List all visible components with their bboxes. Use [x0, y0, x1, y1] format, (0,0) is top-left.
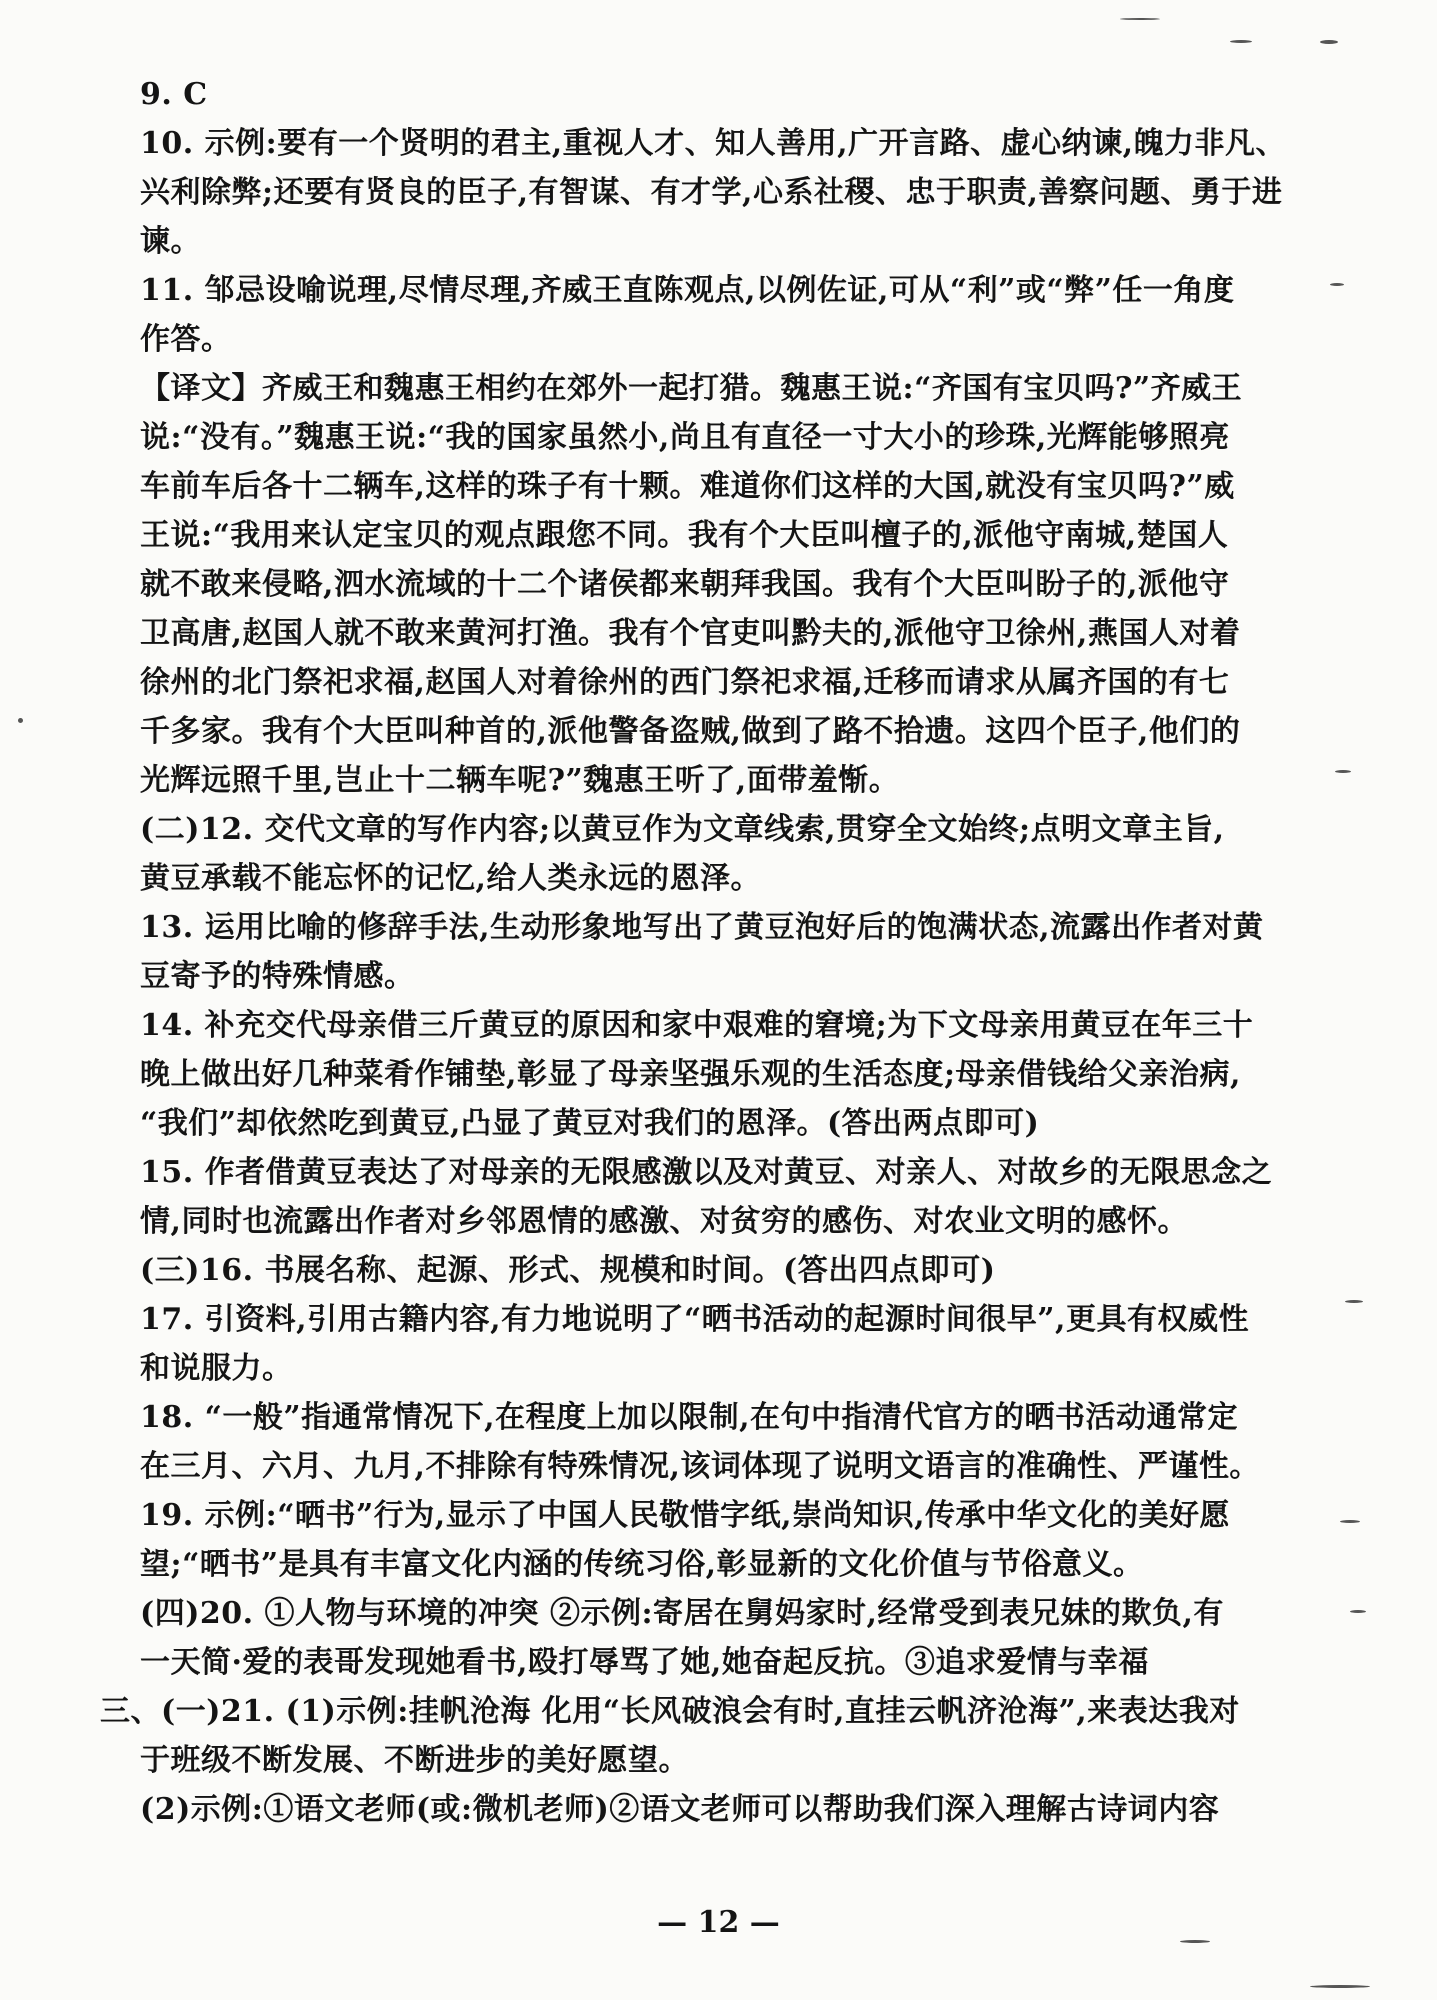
text-line: (2)示例:①语文老师(或:微机老师)②语文老师可以帮助我们深入理解古诗词内容: [140, 1792, 1220, 1827]
text-line: 和说服力。: [140, 1351, 293, 1386]
text-line: 【译文】齐威王和魏惠王相约在郊外一起打猎。魏惠王说:“齐国有宝贝吗?”齐威王: [140, 371, 1243, 406]
page-number: — 12 —: [657, 1905, 780, 1940]
text-line: 10. 示例:要有一个贤明的君主,重视人才、知人善用,广开言路、虚心纳谏,魄力非凡、: [140, 126, 1287, 161]
text-line: 就不敢来侵略,泗水流域的十二个诸侯都来朝拜我国。我有个大臣叫盼子的,派他守: [140, 567, 1230, 602]
text-line: 兴利除弊;还要有贤良的臣子,有智谋、有才学,心系社稷、忠于职责,善察问题、勇于进: [140, 175, 1283, 210]
scan-speck: [1330, 283, 1344, 286]
text-line: 豆寄予的特殊情感。: [140, 959, 415, 994]
text-line: 15. 作者借黄豆表达了对母亲的无限感激以及对黄豆、对亲人、对故乡的无限思念之: [140, 1155, 1273, 1190]
text-line: 9. C: [140, 77, 208, 112]
text-line: 徐州的北门祭祀求福,赵国人对着徐州的西门祭祀求福,迁移而请求从属齐国的有七: [140, 665, 1230, 700]
scan-speck: [1350, 1610, 1366, 1613]
text-line: 19. 示例:“晒书”行为,显示了中国人民敬惜字纸,崇尚知识,传承中华文化的美好愿: [140, 1498, 1231, 1533]
text-line: (二)12. 交代文章的写作内容;以黄豆作为文章线索,贯穿全文始终;点明文章主旨,: [140, 812, 1225, 847]
text-line: 车前车后各十二辆车,这样的珠子有十颗。难道你们这样的大国,就没有宝贝吗?”威: [140, 469, 1235, 504]
text-line: 情,同时也流露出作者对乡邻恩情的感激、对贫穷的感伤、对农业文明的感怀。: [140, 1204, 1188, 1239]
scan-speck: [1230, 40, 1252, 43]
text-line: 谏。: [140, 224, 201, 259]
scan-speck: [1180, 1940, 1210, 1943]
text-line: (三)16. 书展名称、起源、形式、规模和时间。(答出四点即可): [140, 1253, 996, 1288]
scan-speck: [18, 718, 23, 723]
text-line: 于班级不断发展、不断进步的美好愿望。: [140, 1743, 689, 1778]
scan-speck: [1120, 18, 1160, 20]
scan-speck: [1320, 40, 1338, 44]
answer-text: [100, 70, 1287, 1834]
text-line: 望;“晒书”是具有丰富文化内涵的传统习俗,彰显新的文化价值与节俗意义。: [140, 1547, 1144, 1582]
text-line: 晚上做出好几种菜肴作铺垫,彰显了母亲坚强乐观的生活态度;母亲借钱给父亲治病,: [140, 1057, 1241, 1092]
text-line: 14. 补充交代母亲借三斤黄豆的原因和家中艰难的窘境;为下文母亲用黄豆在年三十: [140, 1008, 1254, 1043]
text-line: 说:“没有。”魏惠王说:“我的国家虽然小,尚且有直径一寸大小的珍珠,光辉能够照亮: [140, 420, 1230, 455]
text-line: “我们”却依然吃到黄豆,凸显了黄豆对我们的恩泽。(答出两点即可): [140, 1106, 1040, 1141]
text-line: 王说:“我用来认定宝贝的观点跟您不同。我有个大臣叫檀子的,派他守南城,楚国人: [140, 518, 1229, 553]
text-line: 卫高唐,赵国人就不敢来黄河打渔。我有个官吏叫黔夫的,派他守卫徐州,燕国人对着: [140, 616, 1241, 651]
text-line: 13. 运用比喻的修辞手法,生动形象地写出了黄豆泡好后的饱满状态,流露出作者对黄: [140, 910, 1264, 945]
text-line: 三、(一)21. (1)示例:挂帆沧海 化用“长风破浪会有时,直挂云帆济沧海”,来表达我对: [100, 1694, 1240, 1729]
text-line: 千多家。我有个大臣叫种首的,派他警备盗贼,做到了路不拾遗。这四个臣子,他们的: [140, 714, 1241, 749]
scan-speck: [1310, 1985, 1370, 1988]
text-line: 在三月、六月、九月,不排除有特殊情况,该词体现了说明文语言的准确性、严谨性。: [140, 1449, 1260, 1484]
scan-speck: [1345, 1300, 1363, 1303]
text-line: 11. 邹忌设喻说理,尽情尽理,齐威王直陈观点,以例佐证,可从“利”或“弊”任一角度: [140, 273, 1235, 308]
text-line: 17. 引资料,引用古籍内容,有力地说明了“晒书活动的起源时间很早”,更具有权威性: [140, 1302, 1249, 1337]
text-line: 一天简·爱的表哥发现她看书,殴打辱骂了她,她奋起反抗。③追求爱情与幸福: [140, 1645, 1149, 1680]
text-line: (四)20. ①人物与环境的冲突 ②示例:寄居在舅妈家时,经常受到表兄妹的欺负,有: [140, 1596, 1224, 1631]
text-line: 黄豆承载不能忘怀的记忆,给人类永远的恩泽。: [140, 861, 761, 896]
scan-speck: [1340, 1520, 1360, 1523]
text-line: 18. “一般”指通常情况下,在程度上加以限制,在句中指清代官方的晒书活动通常定: [140, 1400, 1239, 1435]
scan-speck: [1335, 770, 1351, 773]
text-line: 光辉远照千里,岂止十二辆车呢?”魏惠王听了,面带羞惭。: [140, 763, 900, 798]
text-line: 作答。: [140, 322, 232, 357]
